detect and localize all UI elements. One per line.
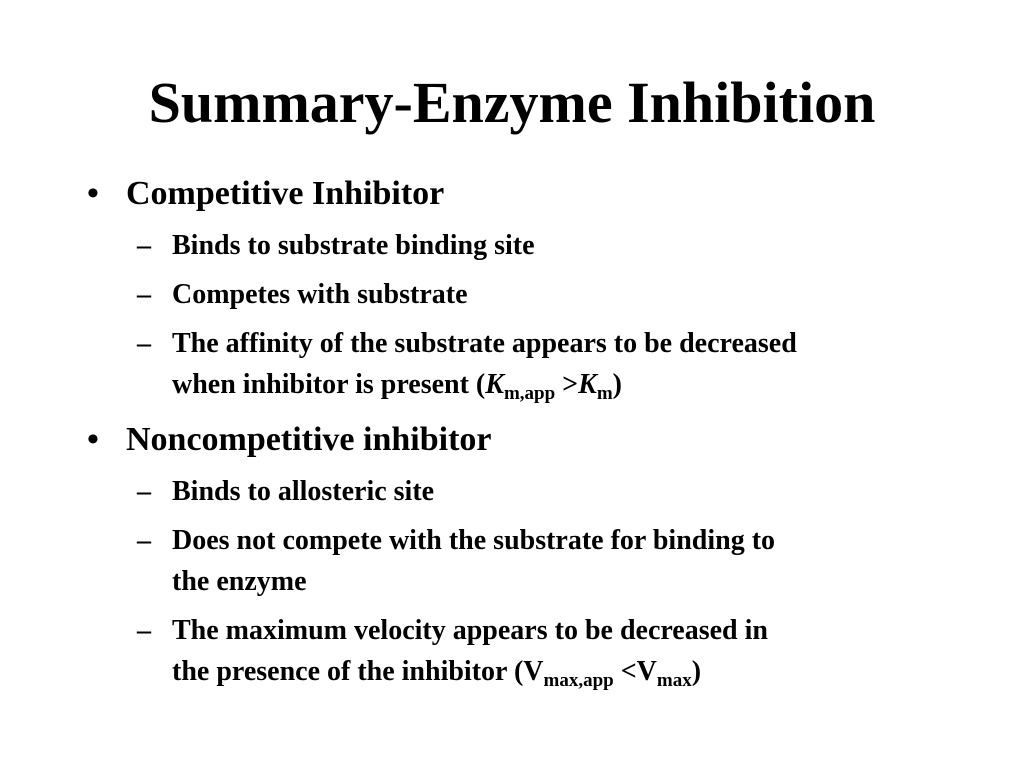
sub-item-text: the enzyme <box>172 566 307 597</box>
sub-item-text: Competes with substrate <box>172 279 468 310</box>
bullet-icon: • <box>87 421 99 458</box>
vmax-relation-text: the presence of the inhibitor $(V_{max,app} <V_{max})$ <box>172 656 702 691</box>
sub-item-text: Binds to allosteric site <box>172 476 435 507</box>
dash-icon: – <box>137 230 151 261</box>
dash-icon: – <box>137 476 151 507</box>
sub-item-text: The affinity of the substrate appears to be decreased <box>172 328 797 359</box>
dash-icon: – <box>137 279 151 310</box>
slide-title: Summary-Enzyme Inhibition <box>148 70 876 135</box>
dash-icon: – <box>137 615 151 646</box>
dash-icon: – <box>137 525 151 556</box>
bullet-heading: Noncompetitive inhibitor <box>126 421 492 458</box>
sub-item-text: Does not compete with the substrate for binding to <box>172 525 776 556</box>
bullet-icon: • <box>87 175 99 212</box>
dash-icon: – <box>137 328 151 359</box>
sub-item-text: The maximum velocity appears to be decreased in <box>172 615 768 646</box>
bullet-heading: Competitive Inhibitor <box>126 175 445 212</box>
km-relation-text: when inhibitor is present $(K_{m,app} >K_m)$ <box>172 369 622 404</box>
sub-item-text: Binds to substrate binding site <box>172 230 535 261</box>
